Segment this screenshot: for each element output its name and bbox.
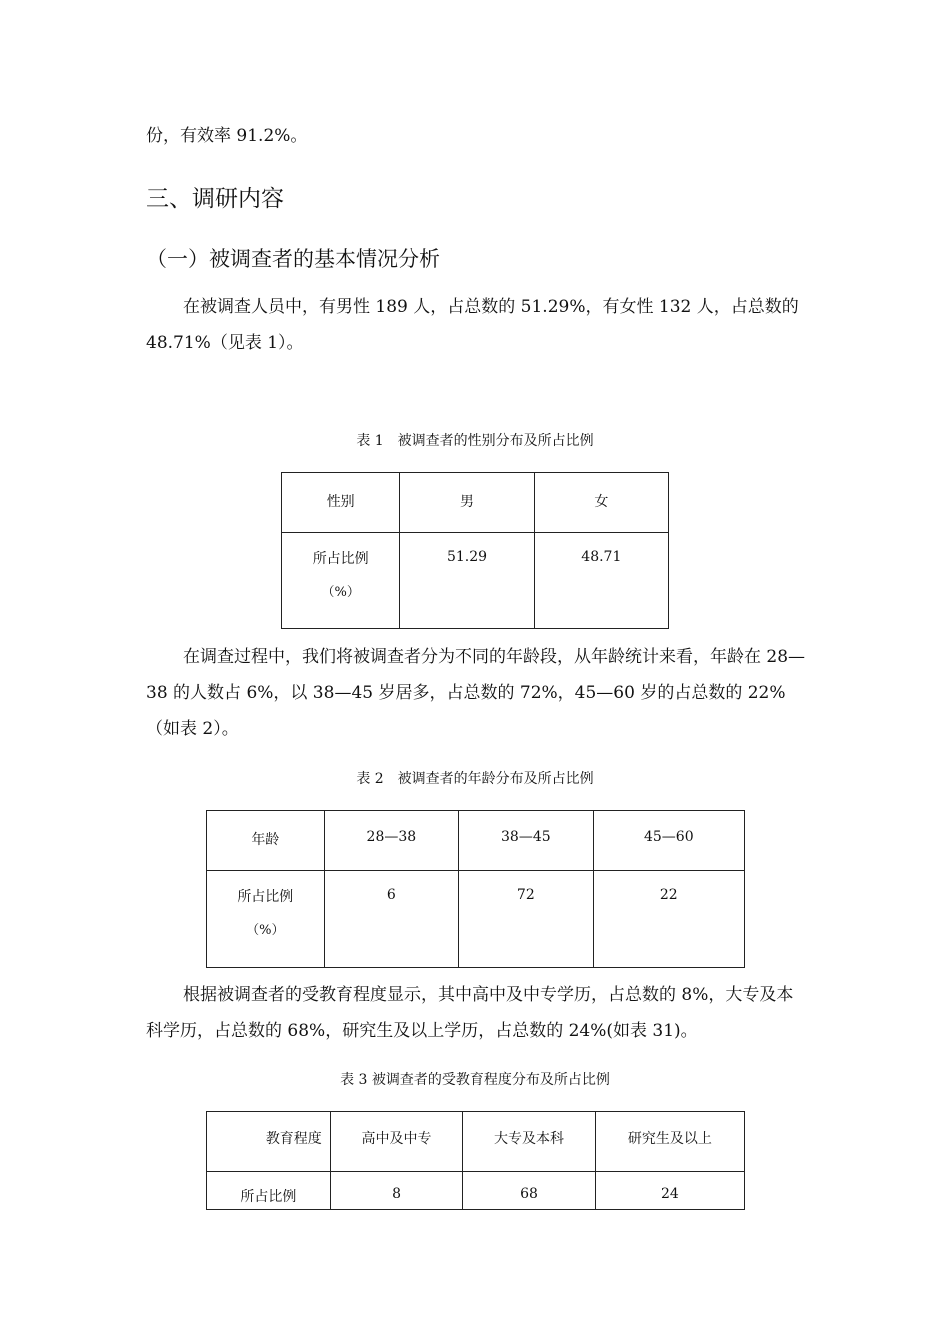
table2-row-unit: （%） <box>246 923 285 938</box>
table1-header-cell: 女 <box>534 473 668 533</box>
table3-header-cell: 研究生及以上 <box>595 1112 744 1172</box>
table1 <box>281 472 669 629</box>
table2-row-label-cell <box>207 871 325 968</box>
paragraph-gender: 在被调查人员中，有男性 189 人，占总数的 51.29%，有女性 132 人，占总数的 48.71%（见表 1）。 <box>146 297 799 353</box>
table2-header-row <box>207 811 745 871</box>
paragraph-education: 根据被调查者的受教育程度显示，其中高中及中专学历，占总数的 8%，大专及本科学历，占总数的 68%，研究生及以上学历，占总数的 24%(如表 31)。 <box>146 985 794 1041</box>
table3-header-cell: 高中及中专 <box>330 1112 462 1172</box>
table2-caption: 表 2 被调查者的年龄分布及所占比例 <box>356 771 594 787</box>
table1-data-row <box>282 533 669 629</box>
paragraph-age: 在调查过程中，我们将被调查者分为不同的年龄段，从年龄统计来看，年龄在 28—38 的人数占 6%，以 38—45 岁居多，占总数的 72%，45—60 岁的占总数的 22%（如表 2）。 <box>146 647 806 739</box>
subsection-title: （一）被调查者的基本情况分析 <box>146 247 440 271</box>
table1-row-label-cell <box>282 533 400 629</box>
table2-data-row <box>207 871 745 968</box>
table1-value-cell: 48.71 <box>534 533 668 629</box>
table3 <box>206 1111 745 1210</box>
table1-row-label: 所占比例 <box>312 551 369 567</box>
table2-header-cell: 38—45 <box>459 811 593 871</box>
table2-value-cell: 22 <box>593 871 744 968</box>
table3-header-row <box>207 1112 745 1172</box>
table3-row-label: 所占比例 <box>207 1172 331 1210</box>
table2-header-cell: 45—60 <box>593 811 744 871</box>
table1-header-cell: 男 <box>400 473 534 533</box>
table3-value-cell: 68 <box>463 1172 596 1210</box>
table2-value-cell: 72 <box>459 871 593 968</box>
table3-value-cell: 24 <box>595 1172 744 1210</box>
table1-row-unit: （%） <box>321 585 360 600</box>
section-title: 三、调研内容 <box>146 186 284 212</box>
table1-caption: 表 1 被调查者的性别分布及所占比例 <box>356 433 594 449</box>
table1-header-row <box>282 473 669 533</box>
table3-header-cell: 大专及本科 <box>463 1112 596 1172</box>
table3-data-row <box>207 1172 745 1210</box>
table1-header-cell: 性别 <box>282 473 400 533</box>
table2-header-cell: 28—38 <box>324 811 458 871</box>
table1-value-cell: 51.29 <box>400 533 534 629</box>
table3-value-cell: 8 <box>330 1172 462 1210</box>
table2-header-cell: 年龄 <box>207 811 325 871</box>
table2-row-label: 所占比例 <box>237 889 294 905</box>
table2 <box>206 810 745 968</box>
table2-value-cell: 6 <box>324 871 458 968</box>
table3-header-cell: 教育程度 <box>207 1112 331 1172</box>
intro-tail-text: 份，有效率 91.2%。 <box>146 126 308 146</box>
table3-caption: 表 3 被调查者的受教育程度分布及所占比例 <box>340 1072 610 1088</box>
